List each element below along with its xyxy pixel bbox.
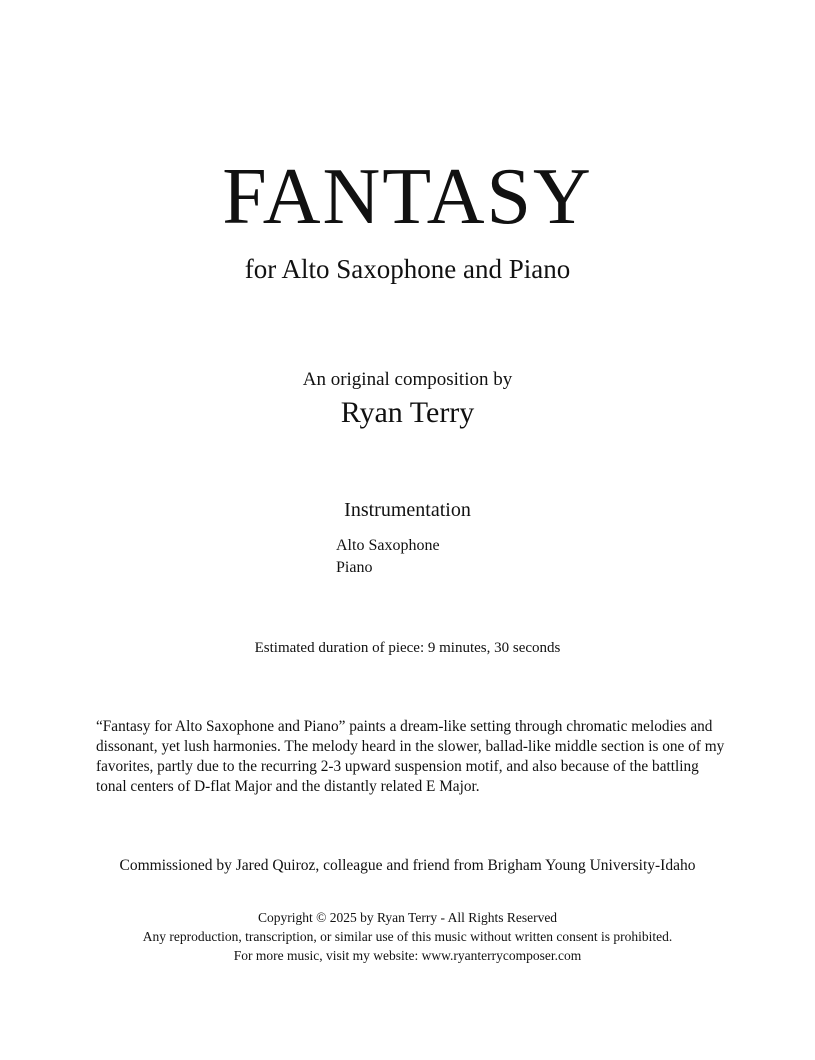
composer-intro: An original composition by: [302, 369, 513, 390]
composer-name: Ryan Terry: [340, 396, 475, 429]
duration-text: Estimated duration of piece: 9 minutes, 30 seconds: [254, 640, 561, 656]
copyright-line: Copyright © 2025 by Ryan Terry - All Rights Reserved: [257, 910, 558, 925]
instrumentation-heading: Instrumentation: [344, 499, 471, 521]
page-title: FANTASY: [222, 153, 593, 241]
instrumentation-list: [336, 535, 440, 579]
program-note: “Fantasy for Alto Saxophone and Piano” paints a dream-like setting through chromatic melodies and dissonant, yet lush harmonies. The melody heard in the slower, ballad-like middle section is one of my favorites, partly due to the recurring 2-3 upward suspension motif, and also because of the battling tonal centers of D-flat Major and the distantly related E Major.: [96, 718, 725, 795]
commission-note: Commissioned by Jared Quiroz, colleague and friend from Brigham Young University-Idaho: [119, 857, 696, 874]
instrument-item: Alto Saxophone: [336, 537, 440, 554]
copyright-footer: [0, 908, 815, 965]
instrument-item: Piano: [336, 559, 373, 576]
website-line: For more music, visit my website: www.ryanterrycomposer.com: [233, 948, 582, 963]
reproduction-notice: Any reproduction, transcription, or similar use of this music without written consent is prohibited.: [142, 929, 673, 944]
subtitle: for Alto Saxophone and Piano: [244, 254, 571, 284]
